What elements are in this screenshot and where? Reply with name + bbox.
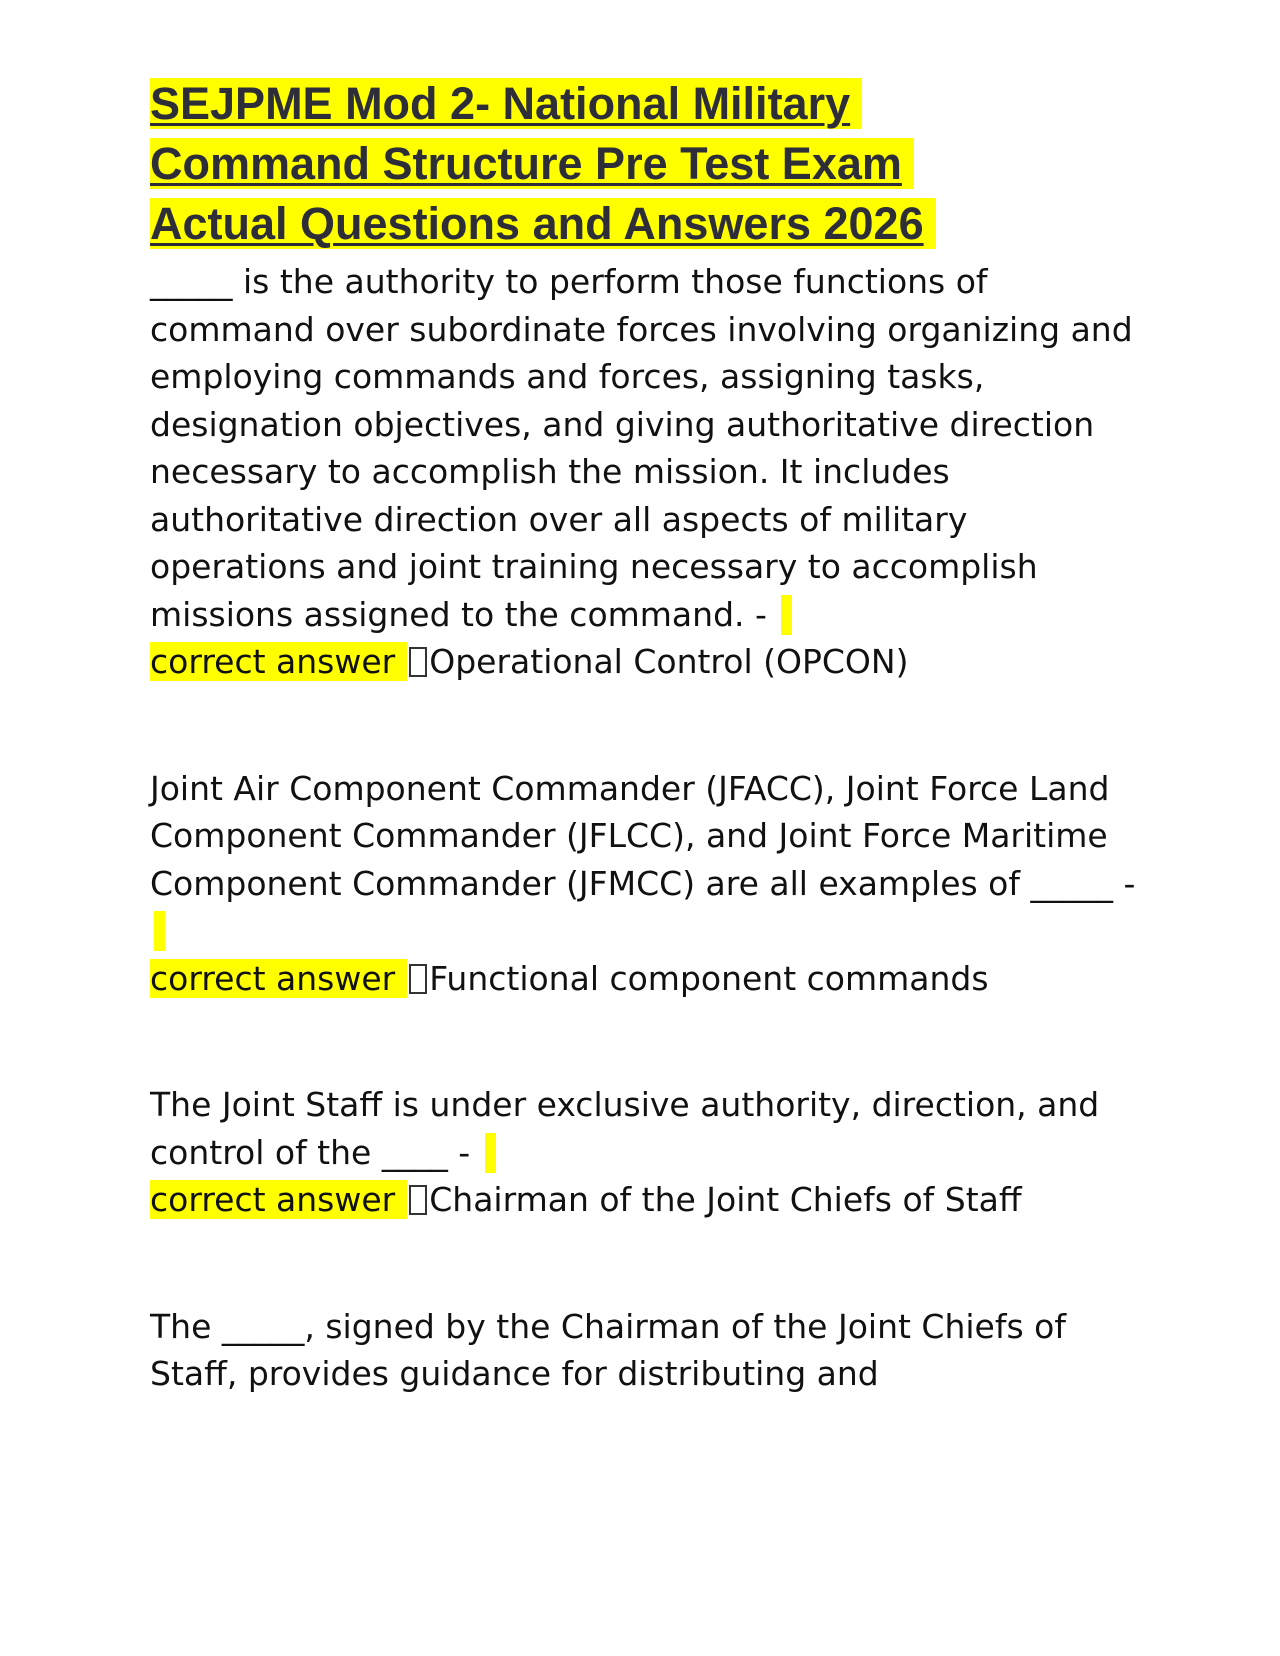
qa-item-3 — [150, 1081, 1150, 1224]
qa-item-4 — [150, 1303, 1150, 1398]
answer-text: Operational Control (OPCON) — [429, 642, 909, 681]
answer-text: Chairman of the Joint Chiefs of Staff — [429, 1180, 1022, 1219]
title-line-1: SEJPME Mod 2- National Military — [150, 74, 1150, 134]
question-text: _____ is the authority to perform those functions of command over subordinate forces involving organizing and employing commands and forces, assigning tasks, designation objectives, and giving authoritative direction necessary to accomplish the mission. It includes authoritative direction over all aspects of military operations and joint training necessary to accomplish missions assigned to the command. - — [150, 262, 1133, 634]
question-list — [150, 258, 1150, 1398]
document-content — [150, 74, 1150, 1398]
question-text: Joint Air Component Commander (JFACC), Joint Force Land Component Commander (JFLCC), and Joint Force Maritime Component Commander (JFMCC) are all examples of _____ - — [150, 765, 1150, 955]
question-text: The _____, signed by the Chairman of the Joint Chiefs of Staff, provides guidance for distributing and — [150, 1306, 1066, 1393]
answer-line — [150, 638, 1150, 686]
missing-glyph-box-icon — [409, 1185, 427, 1215]
document-title — [150, 74, 1150, 254]
answer-label: correct answer — [150, 959, 407, 998]
highlight-marker — [154, 911, 165, 951]
question-text: The Joint Staff is under exclusive authority, direction, and control of the ____ - — [150, 1085, 1100, 1172]
missing-glyph-box-icon — [409, 647, 427, 677]
answer-label: correct answer — [150, 642, 407, 681]
answer-line — [150, 955, 1150, 1003]
answer-label: correct answer — [150, 1180, 407, 1219]
title-line-3: Actual Questions and Answers 2026 — [150, 194, 1150, 254]
answer-line — [150, 1176, 1150, 1224]
answer-text: Functional component commands — [429, 958, 989, 998]
title-line-2: Command Structure Pre Test Exam — [150, 134, 1150, 194]
qa-item-1 — [150, 258, 1150, 686]
missing-glyph-box-icon — [409, 964, 427, 994]
qa-item-2 — [150, 765, 1150, 1003]
highlight-marker — [781, 595, 792, 635]
highlight-marker — [485, 1133, 496, 1173]
